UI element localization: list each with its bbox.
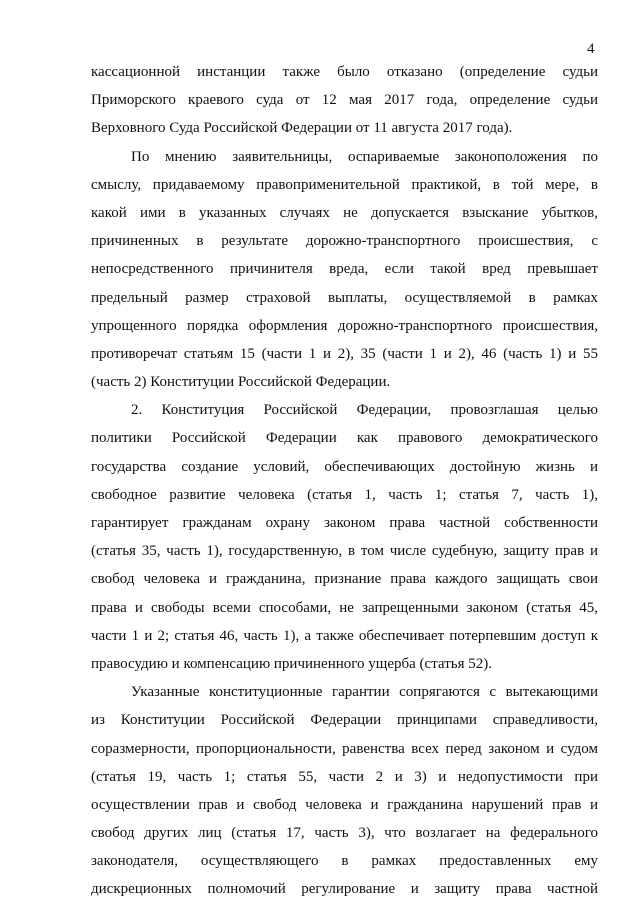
text-line: Приморского краевого суда от 12 мая 2017 года, определение судьи [91, 92, 598, 109]
text-line: кассационной инстанции также было отказано (определение судьи [91, 64, 598, 80]
text-line: государства создание условий, обеспечивающих достойную жизнь и [91, 458, 598, 475]
text-line: какой ими в указанных случаях не допускается взыскание убытков, [91, 204, 598, 221]
text-line: предельный размер страховой выплаты, осуществляемой в рамках [91, 289, 598, 306]
text-line: осуществлении прав и свобод человека и гражданина нарушений прав и [91, 796, 598, 813]
paragraph [91, 143, 598, 397]
text-line: Указанные конституционные гарантии сопрягаются с вытекающими [131, 684, 598, 701]
document-body [91, 58, 598, 904]
text-line: законодателя, осуществляющего в рамках предоставленных ему [91, 853, 598, 870]
text-line: упрощенного порядка оформления дорожно-транспортного происшествия, [91, 317, 598, 334]
text-line: соразмерности, пропорциональности, равенства всех перед законом и судом [91, 740, 598, 757]
text-line: По мнению заявительницы, оспариваемые законоположения по [131, 148, 598, 165]
text-line: из Конституции Российской Федерации принципами справедливости, [91, 712, 598, 729]
text-line: причиненных в результате дорожно-транспортного происшествия, с [91, 233, 598, 250]
paragraph [91, 396, 598, 678]
page-number: 4 [587, 41, 595, 57]
text-line: правосудию и компенсацию причиненного ущерба (статья 52). [91, 655, 492, 672]
text-line: свобод человека и гражданина, признание права каждого защищать свои [91, 571, 598, 588]
text-line: (часть 2) Конституции Российской Федерации. [91, 374, 391, 391]
text-line: 2. Конституция Российской Федерации, провозглашая целью [131, 402, 598, 419]
text-line: (статья 19, часть 1; статья 55, части 2 и 3) и недопустимости при [91, 768, 598, 785]
text-line: непосредственного причинителя вреда, если такой вред превышает [91, 261, 598, 278]
text-line: части 1 и 2; статья 46, часть 1), а также обеспечивает потерпевшим доступ к [91, 627, 598, 644]
text-line: Верховного Суда Российской Федерации от 11 августа 2017 года). [91, 120, 513, 137]
text-line: смыслу, придаваемому правоприменительной практикой, в той мере, в [91, 176, 598, 193]
text-line: (статья 35, часть 1), государственную, в том числе судебную, защиту прав и [91, 543, 598, 560]
text-line: политики Российской Федерации как правового демократического [91, 430, 598, 447]
text-line: свобод других лиц (статья 17, часть 3), что возлагает на федерального [91, 825, 598, 842]
text-line: права и свободы всеми способами, не запрещенными законом (статья 45, [91, 599, 598, 616]
paragraph [91, 58, 598, 143]
text-line: свободное развитие человека (статья 1, часть 1; статья 7, часть 1), [91, 486, 598, 503]
text-line: противоречат статьям 15 (части 1 и 2), 35 (части 1 и 2), 46 (часть 1) и 55 [91, 345, 598, 362]
text-line: дискреционных полномочий регулирование и защиту права частной [91, 881, 598, 898]
paragraph [91, 678, 598, 904]
text-line: гарантирует гражданам охрану законом права частной собственности [91, 515, 598, 531]
